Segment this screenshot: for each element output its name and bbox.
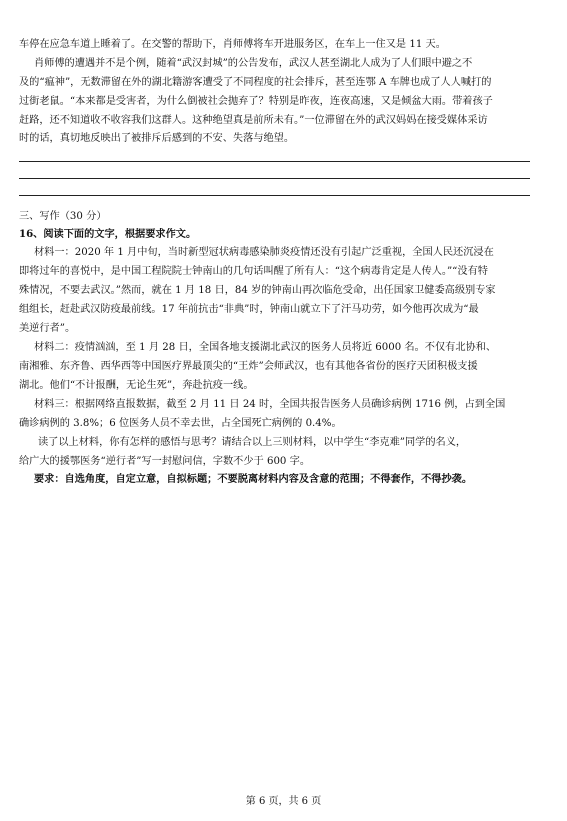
- material-three-line: 材料三：根据网络直报数据，截至 2 月 11 日 24 时，全国共报告医务人员确诊病例 1716 例，占到全国: [34, 399, 506, 410]
- writing-prompt-line: 读了以上材料，你有怎样的感悟与思考？请结合以上三则材料，以中学生“李克难”同学的名义，: [38, 437, 467, 448]
- material-one-line: 即将过年的喜悦中，是中国工程院院士钟南山的几句话叫醒了所有人：“这个病毒肯定是人传人。”“没有特: [19, 266, 488, 277]
- answer-line: [19, 195, 530, 196]
- writing-prompt-line: 给广大的援鄂医务“逆行者”写一封慰问信，字数不少于 600 字。: [19, 456, 311, 467]
- answer-line: [19, 161, 530, 162]
- passage-line: 过街老鼠。“本来都是受害者，为什么倒被社会抛弃了？特别是昨夜，连夜高速，又是倾盆大雨。带着孩子: [19, 96, 493, 107]
- writing-requirement: 要求：自选角度，自定立意，自拟标题；不要脱离材料内容及含意的范围；不得套作，不得抄袭。: [34, 473, 473, 485]
- material-one-line: 殊情况，不要去武汉。”然而，就在 1 月 18 日，84 岁的钟南山再次临危受命，出任国家卫健委高级别专家: [19, 285, 496, 296]
- passage-line: 赶路，还不知道收不收容我们这群人。这种绝望真是前所未有。”一位滞留在外的武汉妈妈在接受媒体采访: [19, 115, 488, 126]
- material-one-line: 美逆行者”。: [19, 323, 76, 334]
- material-three-line: 确诊病例的 3.8%；6 位医务人员不幸去世，占全国死亡病例的 0.4%。: [19, 418, 342, 429]
- material-two-line: 南湘雅、东齐鲁、西华西等中国医疗界最顶尖的“王炸”会师武汉，也有其他各省份的医疗天团积极支援: [19, 361, 478, 372]
- passage-line: 及的“瘟神”，无数滞留在外的湖北籍游客遭受了不同程度的社会排斥，甚至连鄂 A 车牌也成了人人喊打的: [19, 77, 492, 88]
- page-number: 第 6 页，共 6 页: [245, 796, 322, 807]
- material-two-line: 材料二：疫情汹汹，至 1 月 28 日，全国各地支援湖北武汉的医务人员将近 6000 名。不仅有北协和、: [34, 342, 497, 353]
- passage-line: 车停在应急车道上睡着了。在交警的帮助下，肖师傅将车开进服务区，在车上一住又是 11 天。: [19, 39, 446, 50]
- section-title: 三、写作（30 分）: [19, 211, 107, 222]
- material-one-line: 组组长，赶赴武汉防疫最前线。17 年前抗击“非典”时，钟南山就立下了汗马功劳，如今他再次成为“最: [19, 304, 479, 315]
- material-one-line: 材料一：2020 年 1 月中旬，当时新型冠状病毒感染肺炎疫情还没有引起广泛重视，全国人民还沉浸在: [34, 247, 494, 258]
- passage-line: 肖师傅的遭遇并不是个例，随着“武汉封城”的公告发布，武汉人甚至湖北人成为了人们眼中避之不: [34, 58, 473, 69]
- passage-line: 时的话，真切地反映出了被排斥后感到的不安、失落与绝望。: [19, 133, 295, 144]
- material-two-line: 湖北。他们“不计报酬，无论生死”，奔赴抗疫一线。: [19, 380, 254, 391]
- answer-line: [19, 178, 530, 179]
- question-title: 16、阅读下面的文字，根据要求作文。: [19, 228, 197, 240]
